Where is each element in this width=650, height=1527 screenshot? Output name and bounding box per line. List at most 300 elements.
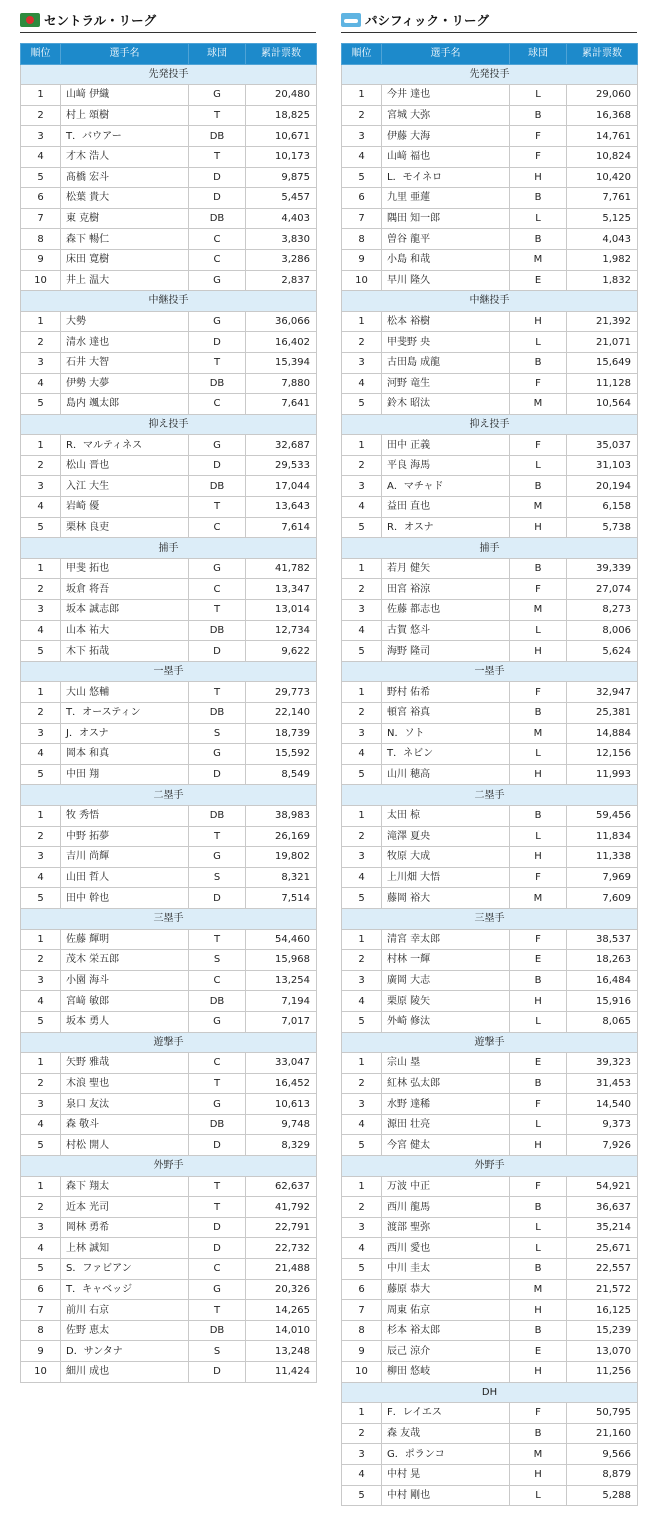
- table-row: [21, 929, 317, 950]
- table-row: [342, 1341, 638, 1362]
- vote-count: 21,160: [567, 1423, 638, 1444]
- table-row: [342, 167, 638, 188]
- position-section-header: [21, 64, 317, 85]
- rank-cell: 1: [342, 85, 382, 106]
- team-header: 球団: [510, 44, 567, 65]
- table-row: [342, 270, 638, 291]
- position-section-header: [342, 1382, 638, 1403]
- rank-cell: 4: [342, 1114, 382, 1135]
- team-cell: M: [510, 723, 567, 744]
- rank-cell: 4: [342, 373, 382, 394]
- player-name: 柳田 悠岐: [382, 1362, 510, 1383]
- position-label: 中継投手: [342, 291, 638, 312]
- player-name: 坂倉 将吾: [61, 579, 189, 600]
- vote-count: 10,613: [246, 1094, 317, 1115]
- table-row: [342, 1320, 638, 1341]
- player-name: 廣岡 大志: [382, 970, 510, 991]
- player-name: 森 友哉: [382, 1423, 510, 1444]
- rank-header: 順位: [342, 44, 382, 65]
- player-name: 源田 壮亮: [382, 1114, 510, 1135]
- vote-count: 14,540: [567, 1094, 638, 1115]
- position-section-header: [21, 291, 317, 312]
- team-cell: S: [189, 1341, 246, 1362]
- player-name: L．モイネロ: [382, 167, 510, 188]
- team-cell: D: [189, 455, 246, 476]
- player-name: 万波 中正: [382, 1176, 510, 1197]
- team-cell: B: [510, 188, 567, 209]
- table-row: [342, 1094, 638, 1115]
- table-row: [342, 764, 638, 785]
- vote-count: 20,326: [246, 1279, 317, 1300]
- table-row: [342, 435, 638, 456]
- table-row: [342, 805, 638, 826]
- team-cell: T: [189, 352, 246, 373]
- vote-count: 29,533: [246, 455, 317, 476]
- table-row: [342, 1423, 638, 1444]
- player-name: 九里 亜蓮: [382, 188, 510, 209]
- rank-cell: 6: [21, 1279, 61, 1300]
- rank-cell: 4: [342, 620, 382, 641]
- table-row: [342, 991, 638, 1012]
- team-cell: D: [189, 1362, 246, 1383]
- vote-count: 16,125: [567, 1300, 638, 1321]
- rank-cell: 3: [21, 126, 61, 147]
- player-name: 伊勢 大夢: [61, 373, 189, 394]
- vote-count: 29,773: [246, 682, 317, 703]
- rank-cell: 1: [342, 1403, 382, 1424]
- player-name: 西川 龍馬: [382, 1197, 510, 1218]
- vote-count: 7,926: [567, 1135, 638, 1156]
- team-cell: C: [189, 249, 246, 270]
- rank-cell: 2: [21, 703, 61, 724]
- vote-count: 9,622: [246, 641, 317, 662]
- position-label: 三塁手: [21, 908, 317, 929]
- team-cell: T: [189, 826, 246, 847]
- player-name: 滝澤 夏央: [382, 826, 510, 847]
- vote-count: 8,273: [567, 600, 638, 621]
- vote-count: 38,537: [567, 929, 638, 950]
- vote-count: 33,047: [246, 1053, 317, 1074]
- team-cell: G: [189, 435, 246, 456]
- table-row: [21, 270, 317, 291]
- vote-count: 2,837: [246, 270, 317, 291]
- vote-count: 31,453: [567, 1073, 638, 1094]
- vote-count: 41,782: [246, 558, 317, 579]
- vote-count: 5,125: [567, 208, 638, 229]
- team-cell: L: [510, 1217, 567, 1238]
- central-league-panel: [20, 8, 316, 1383]
- player-name: 松山 晋也: [61, 455, 189, 476]
- position-section-header: [21, 908, 317, 929]
- player-name: 山﨑 伊織: [61, 85, 189, 106]
- player-name: 山本 祐大: [61, 620, 189, 641]
- player-name: 田宮 裕涼: [382, 579, 510, 600]
- team-cell: H: [510, 1300, 567, 1321]
- player-name: 益田 直也: [382, 497, 510, 518]
- position-label: 一塁手: [342, 661, 638, 682]
- player-name: 中村 晃: [382, 1464, 510, 1485]
- position-section-header: [342, 661, 638, 682]
- team-cell: D: [189, 1135, 246, 1156]
- table-row: [342, 1403, 638, 1424]
- position-section-header: [21, 661, 317, 682]
- rank-cell: 5: [342, 167, 382, 188]
- rank-cell: 10: [21, 1362, 61, 1383]
- vote-table: [341, 43, 638, 1506]
- player-name: 紅林 弘太郎: [382, 1073, 510, 1094]
- table-row: [21, 85, 317, 106]
- team-cell: H: [510, 1464, 567, 1485]
- table-row: [342, 1197, 638, 1218]
- team-cell: DB: [189, 208, 246, 229]
- rank-cell: 5: [21, 764, 61, 785]
- vote-count: 9,875: [246, 167, 317, 188]
- team-cell: G: [189, 847, 246, 868]
- player-name: 栗林 良吏: [61, 517, 189, 538]
- position-label: 中継投手: [21, 291, 317, 312]
- rank-cell: 2: [342, 332, 382, 353]
- rank-cell: 5: [342, 764, 382, 785]
- position-section-header: [21, 1156, 317, 1177]
- rank-cell: 4: [21, 867, 61, 888]
- table-row: [342, 826, 638, 847]
- vote-count: 3,286: [246, 249, 317, 270]
- vote-count: 20,480: [246, 85, 317, 106]
- player-name: 岡林 勇希: [61, 1217, 189, 1238]
- team-cell: B: [510, 105, 567, 126]
- player-name: 早川 隆久: [382, 270, 510, 291]
- table-row: [21, 991, 317, 1012]
- team-cell: M: [510, 249, 567, 270]
- rank-cell: 5: [21, 394, 61, 415]
- table-row: [21, 1094, 317, 1115]
- table-row: [342, 1011, 638, 1032]
- table-row: [342, 1362, 638, 1383]
- table-row: [342, 1485, 638, 1506]
- table-row: [21, 1259, 317, 1280]
- rank-cell: 1: [21, 929, 61, 950]
- table-row: [21, 950, 317, 971]
- player-name: 藤原 恭大: [382, 1279, 510, 1300]
- rank-cell: 1: [342, 311, 382, 332]
- rank-cell: 7: [21, 1300, 61, 1321]
- player-name: 平良 海馬: [382, 455, 510, 476]
- vote-count: 8,065: [567, 1011, 638, 1032]
- vote-count: 13,014: [246, 600, 317, 621]
- rank-cell: 2: [342, 1423, 382, 1444]
- position-label: 先発投手: [342, 64, 638, 85]
- rank-cell: 2: [21, 455, 61, 476]
- team-cell: T: [189, 1197, 246, 1218]
- table-row: [342, 1279, 638, 1300]
- player-name: 入江 大生: [61, 476, 189, 497]
- vote-count: 62,637: [246, 1176, 317, 1197]
- table-row: [21, 1238, 317, 1259]
- player-name: N．ソト: [382, 723, 510, 744]
- team-header: 球団: [189, 44, 246, 65]
- rank-cell: 6: [342, 188, 382, 209]
- vote-count: 50,795: [567, 1403, 638, 1424]
- vote-count: 7,880: [246, 373, 317, 394]
- team-cell: T: [189, 146, 246, 167]
- rank-cell: 3: [21, 1094, 61, 1115]
- team-cell: DB: [189, 1114, 246, 1135]
- vote-count: 11,338: [567, 847, 638, 868]
- rank-header: 順位: [21, 44, 61, 65]
- vote-count: 25,381: [567, 703, 638, 724]
- table-row: [342, 929, 638, 950]
- player-name: 矢野 雅哉: [61, 1053, 189, 1074]
- rank-cell: 2: [342, 1197, 382, 1218]
- vote-count: 16,452: [246, 1073, 317, 1094]
- player-name: 海野 隆司: [382, 641, 510, 662]
- team-cell: F: [510, 435, 567, 456]
- position-section-header: [342, 64, 638, 85]
- vote-count: 18,263: [567, 950, 638, 971]
- vote-count: 11,834: [567, 826, 638, 847]
- table-row: [21, 435, 317, 456]
- player-name: 辰己 涼介: [382, 1341, 510, 1362]
- team-cell: D: [189, 188, 246, 209]
- player-name: 床田 寛樹: [61, 249, 189, 270]
- player-name: 宗山 塁: [382, 1053, 510, 1074]
- position-label: 先発投手: [21, 64, 317, 85]
- table-row: [342, 1217, 638, 1238]
- rank-cell: 4: [21, 497, 61, 518]
- vote-count: 17,044: [246, 476, 317, 497]
- team-cell: G: [189, 744, 246, 765]
- player-name: 伊藤 大海: [382, 126, 510, 147]
- rank-cell: 3: [342, 352, 382, 373]
- rank-cell: 4: [21, 146, 61, 167]
- table-row: [21, 455, 317, 476]
- rank-cell: 1: [21, 682, 61, 703]
- vote-table: [20, 43, 317, 1383]
- team-cell: F: [510, 146, 567, 167]
- rank-cell: 5: [21, 641, 61, 662]
- vote-count: 59,456: [567, 805, 638, 826]
- player-name: 藤岡 裕大: [382, 888, 510, 909]
- team-cell: E: [510, 1053, 567, 1074]
- player-name: J．オスナ: [61, 723, 189, 744]
- rank-cell: 4: [21, 991, 61, 1012]
- table-row: [342, 373, 638, 394]
- player-name: 大勢: [61, 311, 189, 332]
- table-row: [21, 1176, 317, 1197]
- rank-cell: 7: [342, 208, 382, 229]
- player-name: 今宮 健太: [382, 1135, 510, 1156]
- rank-cell: 1: [342, 929, 382, 950]
- team-cell: T: [189, 1073, 246, 1094]
- team-cell: C: [189, 394, 246, 415]
- player-name: 西川 愛也: [382, 1238, 510, 1259]
- table-row: [21, 1053, 317, 1074]
- table-row: [21, 764, 317, 785]
- player-name: 河野 竜生: [382, 373, 510, 394]
- player-name: 石井 大智: [61, 352, 189, 373]
- vote-count: 39,339: [567, 558, 638, 579]
- team-cell: DB: [189, 1320, 246, 1341]
- team-cell: L: [510, 1485, 567, 1506]
- table-row: [21, 517, 317, 538]
- team-cell: H: [510, 1362, 567, 1383]
- rank-cell: 5: [342, 888, 382, 909]
- vote-count: 29,060: [567, 85, 638, 106]
- vote-count: 11,424: [246, 1362, 317, 1383]
- table-row: [342, 888, 638, 909]
- table-row: [21, 332, 317, 353]
- rank-cell: 10: [21, 270, 61, 291]
- vote-count: 15,239: [567, 1320, 638, 1341]
- team-cell: L: [510, 332, 567, 353]
- position-label: 抑え投手: [342, 414, 638, 435]
- team-cell: C: [189, 970, 246, 991]
- vote-count: 7,614: [246, 517, 317, 538]
- player-name: 野村 佑希: [382, 682, 510, 703]
- team-cell: H: [510, 991, 567, 1012]
- table-row: [342, 558, 638, 579]
- vote-count: 15,592: [246, 744, 317, 765]
- rank-cell: 2: [342, 1073, 382, 1094]
- vote-count: 10,564: [567, 394, 638, 415]
- vote-count: 21,572: [567, 1279, 638, 1300]
- team-cell: F: [510, 1094, 567, 1115]
- table-row: [342, 332, 638, 353]
- rank-cell: 3: [342, 126, 382, 147]
- rank-cell: 10: [342, 270, 382, 291]
- table-row: [21, 847, 317, 868]
- rank-cell: 9: [21, 249, 61, 270]
- vote-count: 22,791: [246, 1217, 317, 1238]
- table-row: [21, 703, 317, 724]
- vote-count: 14,265: [246, 1300, 317, 1321]
- rank-cell: 3: [342, 476, 382, 497]
- rank-cell: 1: [342, 805, 382, 826]
- position-section-header: [21, 414, 317, 435]
- team-cell: B: [510, 970, 567, 991]
- rank-cell: 5: [342, 641, 382, 662]
- header-row: [21, 44, 317, 65]
- team-cell: H: [510, 847, 567, 868]
- player-name: 栗原 陵矢: [382, 991, 510, 1012]
- table-row: [21, 1217, 317, 1238]
- team-cell: B: [510, 352, 567, 373]
- team-cell: C: [189, 579, 246, 600]
- rank-cell: 5: [21, 517, 61, 538]
- player-name: 佐藤 輝明: [61, 929, 189, 950]
- team-cell: DB: [189, 805, 246, 826]
- player-name: 周東 佑京: [382, 1300, 510, 1321]
- table-row: [342, 249, 638, 270]
- player-name: 頓宮 裕真: [382, 703, 510, 724]
- votes-header: 累計票数: [567, 44, 638, 65]
- table-row: [21, 1073, 317, 1094]
- rank-cell: 1: [342, 682, 382, 703]
- position-section-header: [342, 291, 638, 312]
- player-name: 森 敬斗: [61, 1114, 189, 1135]
- rank-cell: 3: [342, 723, 382, 744]
- player-name: 茂木 栄五郎: [61, 950, 189, 971]
- team-cell: G: [189, 558, 246, 579]
- rank-cell: 5: [21, 888, 61, 909]
- team-cell: DB: [189, 703, 246, 724]
- vote-count: 18,739: [246, 723, 317, 744]
- vote-count: 1,832: [567, 270, 638, 291]
- rank-cell: 2: [21, 1197, 61, 1218]
- player-name: 村林 一輝: [382, 950, 510, 971]
- table-row: [342, 455, 638, 476]
- player-name: 曽谷 龍平: [382, 229, 510, 250]
- rank-cell: 8: [21, 229, 61, 250]
- rank-cell: 2: [21, 579, 61, 600]
- table-row: [21, 167, 317, 188]
- player-name: 今井 達也: [382, 85, 510, 106]
- team-cell: L: [510, 620, 567, 641]
- vote-count: 4,043: [567, 229, 638, 250]
- vote-count: 15,968: [246, 950, 317, 971]
- table-row: [342, 1238, 638, 1259]
- rank-cell: 3: [342, 1444, 382, 1465]
- vote-count: 31,103: [567, 455, 638, 476]
- team-cell: L: [510, 208, 567, 229]
- position-section-header: [342, 1032, 638, 1053]
- position-label: 二塁手: [342, 785, 638, 806]
- team-cell: T: [189, 1176, 246, 1197]
- player-name: G．ポランコ: [382, 1444, 510, 1465]
- team-cell: F: [510, 1176, 567, 1197]
- table-row: [21, 394, 317, 415]
- team-cell: M: [510, 394, 567, 415]
- player-name: 近本 光司: [61, 1197, 189, 1218]
- table-row: [21, 805, 317, 826]
- table-row: [21, 1341, 317, 1362]
- team-cell: DB: [189, 991, 246, 1012]
- team-cell: H: [510, 167, 567, 188]
- team-cell: G: [189, 1011, 246, 1032]
- rank-cell: 4: [342, 744, 382, 765]
- team-cell: D: [189, 1238, 246, 1259]
- vote-count: 9,566: [567, 1444, 638, 1465]
- position-label: 捕手: [21, 538, 317, 559]
- player-name: 山﨑 福也: [382, 146, 510, 167]
- team-cell: L: [510, 455, 567, 476]
- vote-count: 12,734: [246, 620, 317, 641]
- player-name: 中村 剛也: [382, 1485, 510, 1506]
- table-row: [21, 1362, 317, 1383]
- team-cell: T: [189, 929, 246, 950]
- team-cell: H: [510, 764, 567, 785]
- position-label: DH: [342, 1382, 638, 1403]
- vote-count: 38,983: [246, 805, 317, 826]
- league-header: [341, 8, 637, 33]
- vote-count: 13,248: [246, 1341, 317, 1362]
- rank-cell: 3: [21, 352, 61, 373]
- team-cell: B: [510, 1423, 567, 1444]
- vote-count: 8,006: [567, 620, 638, 641]
- player-name: 吉川 尚輝: [61, 847, 189, 868]
- table-row: [342, 1053, 638, 1074]
- header-row: [342, 44, 638, 65]
- rank-cell: 2: [342, 703, 382, 724]
- rank-cell: 1: [342, 435, 382, 456]
- player-name: 牧 秀悟: [61, 805, 189, 826]
- vote-count: 13,070: [567, 1341, 638, 1362]
- player-name: A．マチャド: [382, 476, 510, 497]
- team-cell: F: [510, 1403, 567, 1424]
- rank-cell: 2: [21, 826, 61, 847]
- team-cell: H: [510, 1135, 567, 1156]
- team-cell: S: [189, 723, 246, 744]
